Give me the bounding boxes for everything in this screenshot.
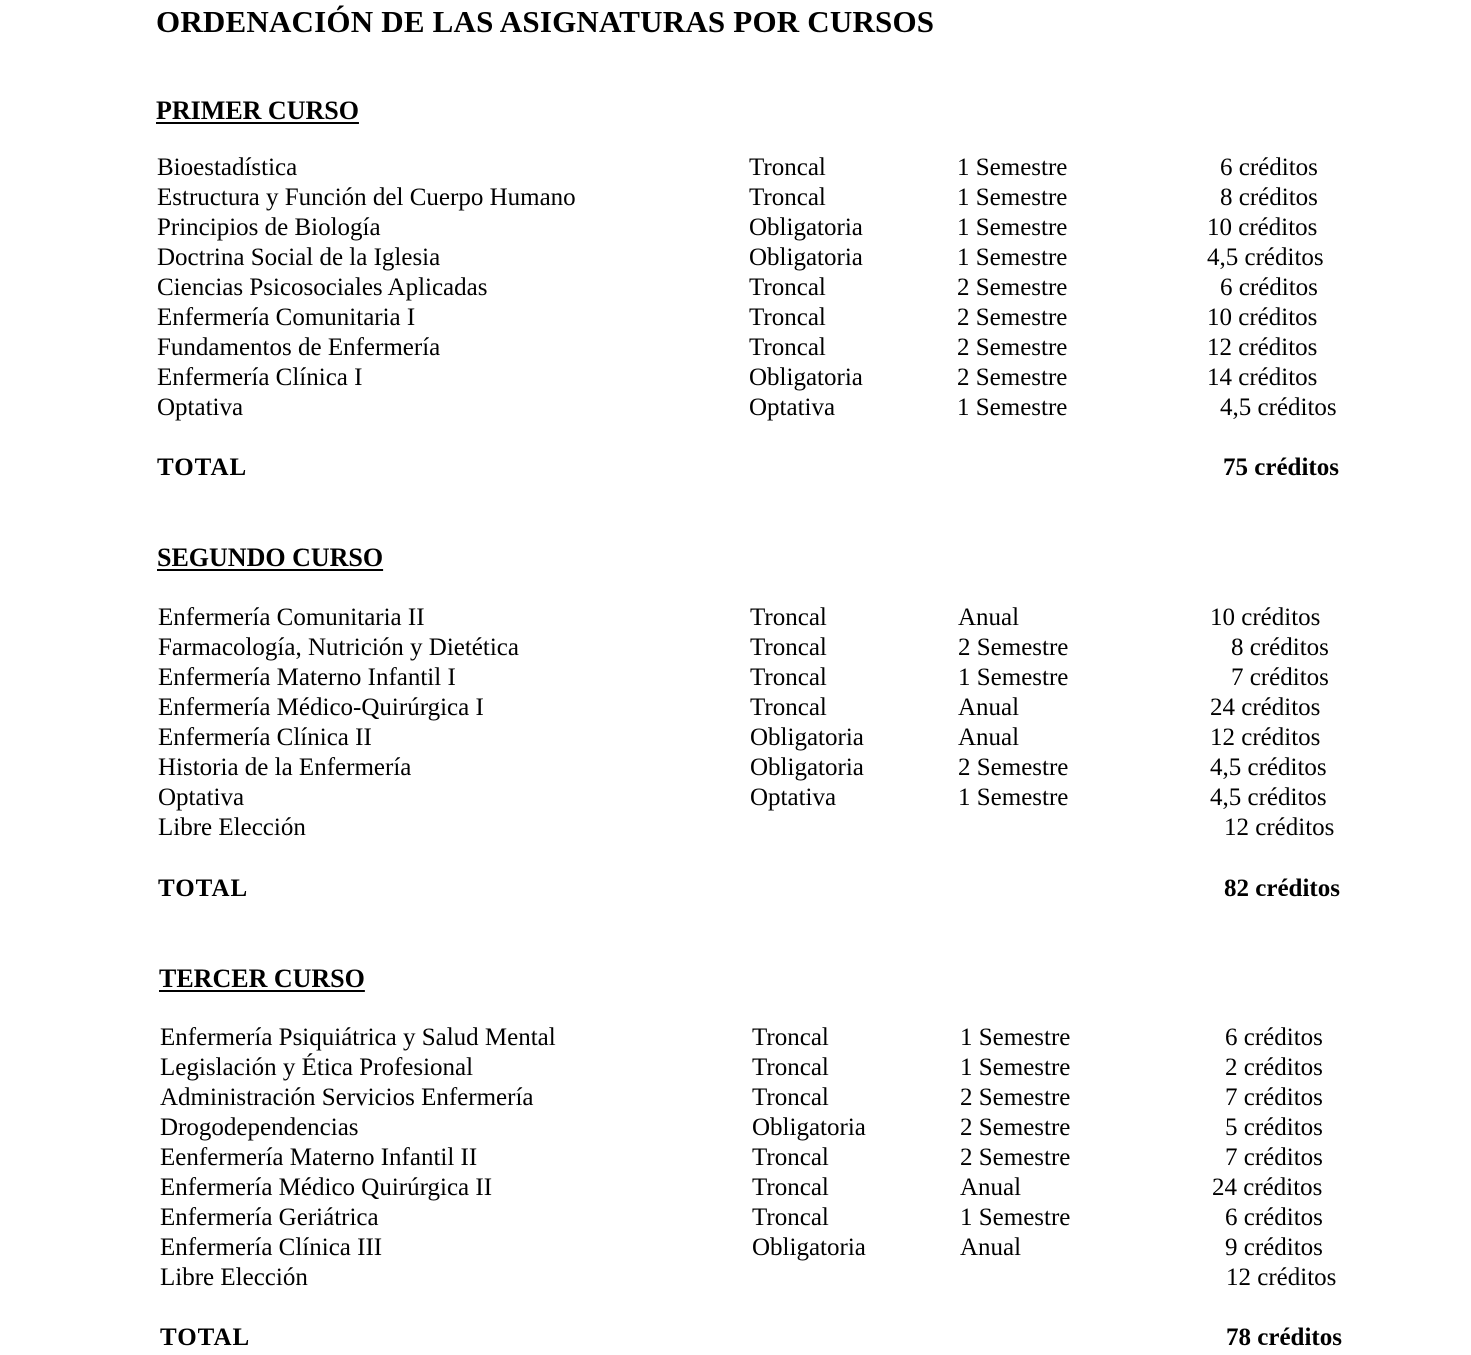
subject-period: Anual [960, 1234, 1022, 1261]
total-label: TOTAL [158, 875, 249, 902]
subject-type: Obligatoria [749, 214, 863, 241]
subject-period: 1 Semestre [960, 1024, 1071, 1051]
subject-type: Obligatoria [750, 754, 864, 781]
subject-period: Anual [958, 694, 1020, 721]
subject-type: Troncal [750, 604, 827, 631]
total-value: 78 créditos [1226, 1324, 1342, 1351]
subject-period: 2 Semestre [960, 1114, 1071, 1141]
subject-period: 2 Semestre [958, 754, 1069, 781]
subject-credits: 10 créditos [1207, 214, 1318, 241]
subject-credits: 12 créditos [1224, 814, 1335, 841]
subject-period: 1 Semestre [957, 244, 1068, 271]
subject-credits: 7 créditos [1225, 1084, 1323, 1111]
subject-type: Troncal [752, 1024, 829, 1051]
subject-credits: 24 créditos [1212, 1174, 1323, 1201]
subject-name: Enfermería Comunitaria II [158, 604, 425, 631]
subject-type: Optativa [750, 784, 837, 811]
subject-name: Historia de la Enfermería [158, 754, 412, 781]
subject-credits: 7 créditos [1225, 1144, 1323, 1171]
subject-type: Obligatoria [752, 1114, 866, 1141]
subject-credits: 7 créditos [1231, 664, 1329, 691]
subject-credits: 6 créditos [1225, 1024, 1323, 1051]
subject-credits: 14 créditos [1207, 364, 1318, 391]
subject-type: Obligatoria [749, 244, 863, 271]
subject-name: Enfermería Psiquiátrica y Salud Mental [160, 1024, 556, 1051]
subject-type: Troncal [749, 154, 826, 181]
subject-period: 2 Semestre [957, 364, 1068, 391]
subject-name: Principios de Biología [157, 214, 381, 241]
subject-credits: 4,5 créditos [1210, 784, 1327, 811]
subject-period: 1 Semestre [958, 664, 1069, 691]
subject-name: Optativa [158, 784, 245, 811]
subject-period: Anual [960, 1174, 1022, 1201]
course-heading-segundo: SEGUNDO CURSO [157, 543, 384, 572]
subject-credits: 4,5 créditos [1220, 394, 1337, 421]
subject-credits: 8 créditos [1231, 634, 1329, 661]
subject-name: Farmacología, Nutrición y Dietética [158, 634, 519, 661]
subject-name: Ciencias Psicosociales Aplicadas [157, 274, 488, 301]
subject-period: 1 Semestre [957, 394, 1068, 421]
subject-period: 1 Semestre [958, 784, 1069, 811]
page-title: ORDENACIÓN DE LAS ASIGNATURAS POR CURSOS [156, 4, 935, 39]
subject-type: Optativa [749, 394, 836, 421]
subject-period: 2 Semestre [960, 1084, 1071, 1111]
subject-name: Enfermería Materno Infantil I [158, 664, 456, 691]
subject-credits: 2 créditos [1225, 1054, 1323, 1081]
subject-name: Doctrina Social de la Iglesia [157, 244, 441, 271]
subject-type: Obligatoria [750, 724, 864, 751]
subject-type: Troncal [750, 694, 827, 721]
subject-name: Legislación y Ética Profesional [160, 1054, 474, 1081]
subject-credits: 9 créditos [1225, 1234, 1323, 1261]
subject-type: Troncal [750, 634, 827, 661]
subject-name: Fundamentos de Enfermería [157, 334, 441, 361]
subject-name: Enfermería Geriátrica [160, 1204, 379, 1231]
subject-name: Bioestadística [157, 154, 298, 181]
subject-type: Troncal [749, 304, 826, 331]
subject-type: Troncal [752, 1174, 829, 1201]
subject-name: Enfermería Clínica II [158, 724, 372, 751]
subject-credits: 12 créditos [1207, 334, 1318, 361]
subject-type: Obligatoria [752, 1234, 866, 1261]
subject-type: Troncal [752, 1054, 829, 1081]
total-value: 82 créditos [1224, 875, 1340, 902]
subject-credits: 24 créditos [1210, 694, 1321, 721]
subject-credits: 8 créditos [1220, 184, 1318, 211]
course-heading-tercer: TERCER CURSO [159, 964, 365, 993]
subject-name: Drogodependencias [160, 1114, 359, 1141]
subject-type: Obligatoria [749, 364, 863, 391]
subject-name: Enfermería Médico Quirúrgica II [160, 1174, 493, 1201]
subject-name: Enfermería Comunitaria I [157, 304, 416, 331]
subject-credits: 10 créditos [1207, 304, 1318, 331]
total-label: TOTAL [160, 1324, 251, 1351]
subject-type: Troncal [749, 184, 826, 211]
total-label: TOTAL [157, 454, 248, 481]
subject-period: 2 Semestre [958, 634, 1069, 661]
subject-name: Eenfermería Materno Infantil II [160, 1144, 478, 1171]
subject-type: Troncal [752, 1084, 829, 1111]
subject-credits: 6 créditos [1220, 154, 1318, 181]
subject-credits: 12 créditos [1226, 1264, 1337, 1291]
subject-period: 1 Semestre [957, 154, 1068, 181]
subject-name: Libre Elección [160, 1264, 308, 1291]
course-heading-primer: PRIMER CURSO [156, 96, 359, 125]
subject-credits: 12 créditos [1210, 724, 1321, 751]
subject-type: Troncal [752, 1144, 829, 1171]
subject-period: Anual [958, 604, 1020, 631]
total-value: 75 créditos [1223, 454, 1339, 481]
subject-type: Troncal [750, 664, 827, 691]
subject-period: Anual [958, 724, 1020, 751]
subject-name: Administración Servicios Enfermería [160, 1084, 534, 1111]
subject-name: Enfermería Clínica III [160, 1234, 383, 1261]
subject-credits: 6 créditos [1225, 1204, 1323, 1231]
subject-credits: 10 créditos [1210, 604, 1321, 631]
subject-name: Enfermería Clínica I [157, 364, 363, 391]
subject-period: 2 Semestre [957, 334, 1068, 361]
subject-period: 1 Semestre [960, 1204, 1071, 1231]
subject-period: 1 Semestre [957, 214, 1068, 241]
subject-credits: 4,5 créditos [1207, 244, 1324, 271]
subject-credits: 5 créditos [1225, 1114, 1323, 1141]
subject-period: 2 Semestre [957, 274, 1068, 301]
subject-period: 1 Semestre [957, 184, 1068, 211]
subject-name: Estructura y Función del Cuerpo Humano [157, 184, 576, 211]
subject-credits: 4,5 créditos [1210, 754, 1327, 781]
subject-period: 2 Semestre [957, 304, 1068, 331]
subject-name: Optativa [157, 394, 244, 421]
subject-period: 1 Semestre [960, 1054, 1071, 1081]
subject-type: Troncal [749, 334, 826, 361]
subject-type: Troncal [752, 1204, 829, 1231]
subject-period: 2 Semestre [960, 1144, 1071, 1171]
subject-name: Libre Elección [158, 814, 306, 841]
subject-type: Troncal [749, 274, 826, 301]
subject-credits: 6 créditos [1220, 274, 1318, 301]
subject-name: Enfermería Médico-Quirúrgica I [158, 694, 484, 721]
